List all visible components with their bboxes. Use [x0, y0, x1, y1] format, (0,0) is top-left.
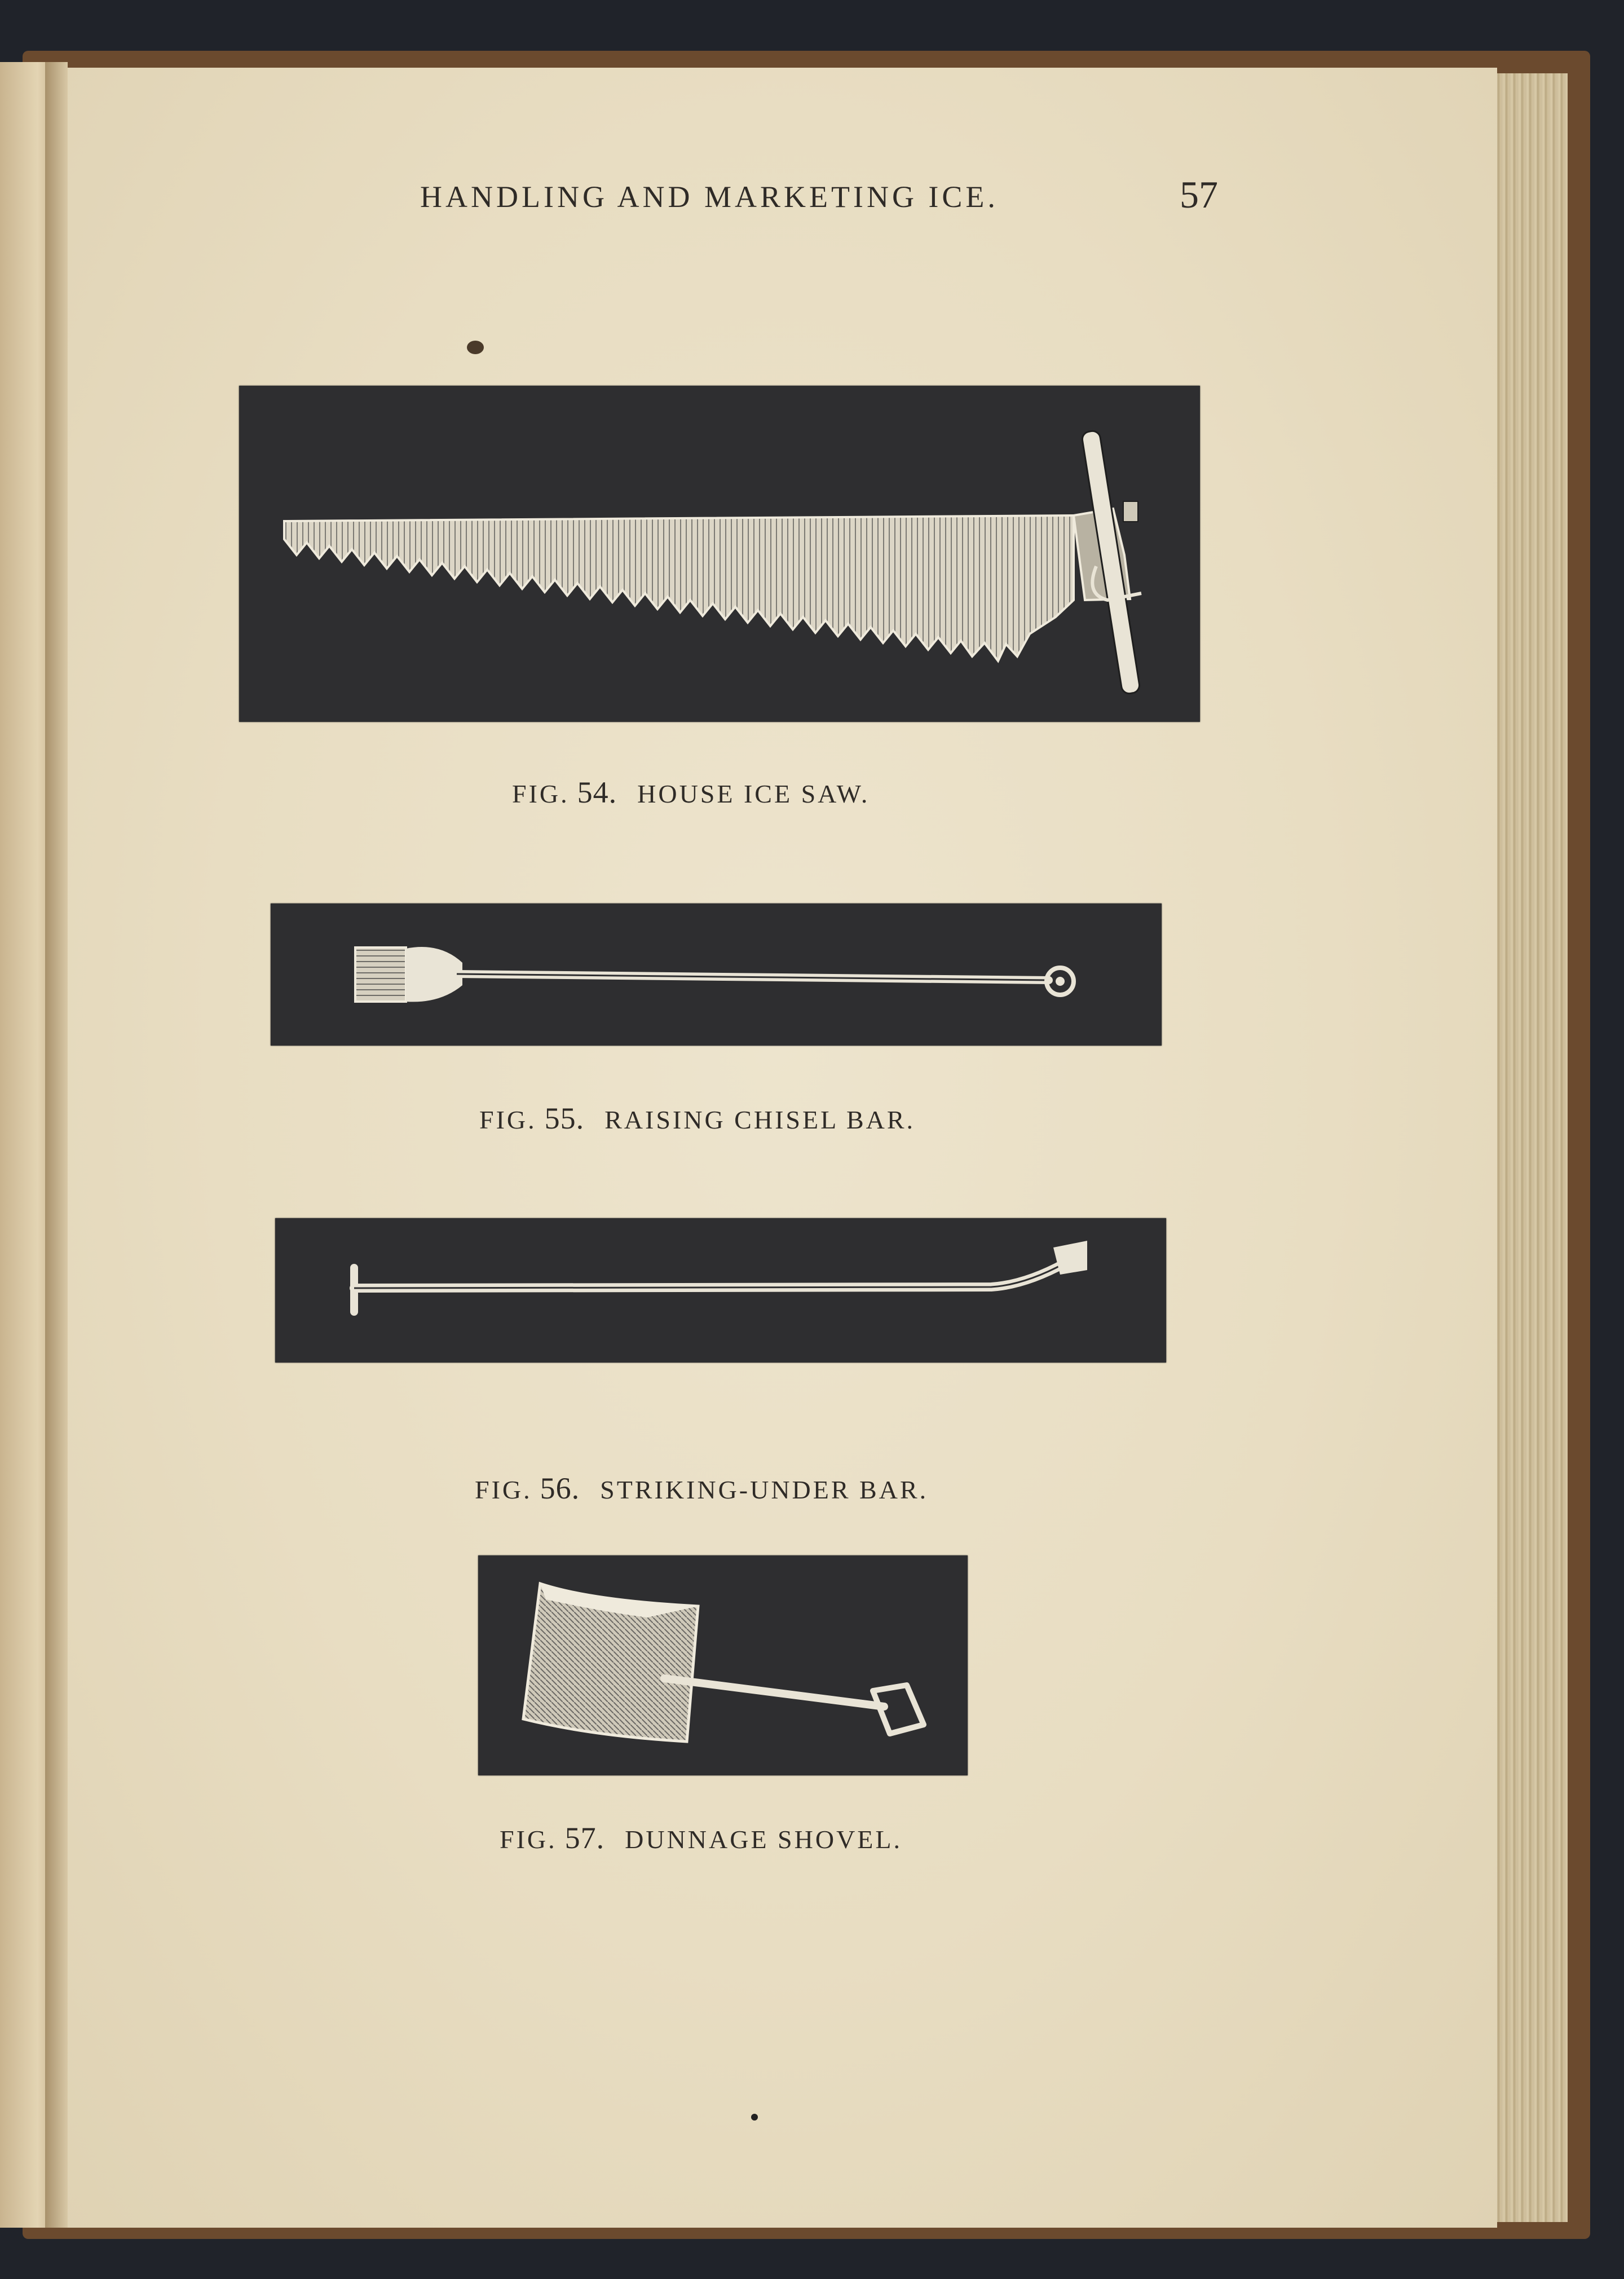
fig-title: HOUSE ICE SAW. [637, 779, 870, 808]
page-number: 57 [1180, 173, 1218, 216]
caption-fig-54 [512, 775, 870, 810]
running-head: HANDLING AND MARKETING ICE. [420, 180, 999, 214]
fig-label: FIG. [500, 1825, 557, 1854]
shovel-illustration [478, 1555, 968, 1775]
fig-label: FIG. [475, 1475, 532, 1504]
plate-fig-55 [271, 903, 1162, 1046]
ice-saw-illustration [239, 386, 1200, 722]
fig-number: 56. [540, 1471, 580, 1505]
fig-number: 57. [564, 1821, 605, 1855]
ink-speck [751, 2114, 758, 2121]
plate-fig-54 [239, 386, 1200, 722]
caption-fig-56 [475, 1471, 928, 1506]
fig-title: STRIKING-UNDER BAR. [600, 1475, 929, 1504]
plate-fig-57 [478, 1555, 968, 1775]
ink-spot [467, 341, 484, 354]
fig-number: 55. [544, 1101, 585, 1135]
fig-label: FIG. [479, 1105, 537, 1134]
fig-number: 54. [577, 775, 617, 809]
caption-fig-57 [500, 1820, 902, 1855]
fig-title: DUNNAGE SHOVEL. [625, 1825, 902, 1854]
chisel-bar-illustration [271, 903, 1162, 1046]
caption-fig-55 [479, 1101, 915, 1136]
fig-title: RAISING CHISEL BAR. [604, 1105, 916, 1134]
fig-label: FIG. [512, 779, 570, 808]
striking-bar-illustration [275, 1218, 1166, 1363]
page-gutter [45, 62, 68, 2228]
plate-fig-56 [275, 1218, 1166, 1363]
